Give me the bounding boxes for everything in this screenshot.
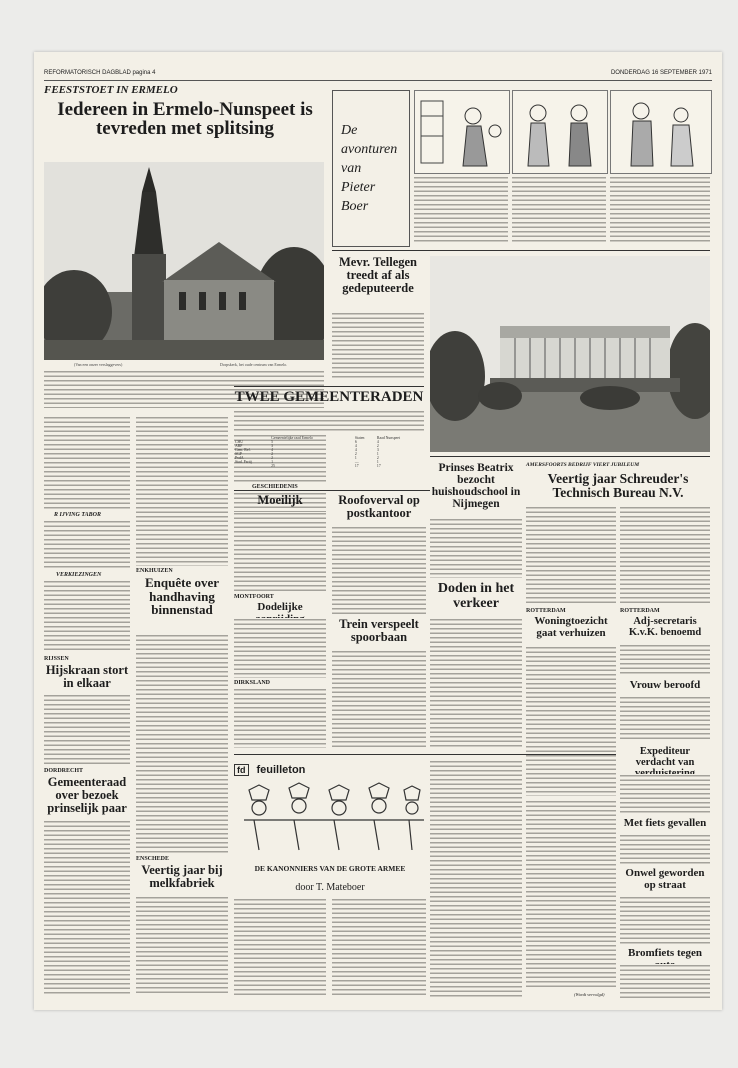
montfoort-dateline: MONTFOORT <box>234 594 274 600</box>
table-row: PvdA 2 1 2 <box>235 456 379 460</box>
expediteur-headline: Expediteur verdacht van <box>635 746 695 769</box>
table-row: Gem. Ref. 4 4 3 <box>235 448 379 452</box>
fiets-text <box>620 834 710 864</box>
kanonniers-illustration <box>234 780 426 880</box>
enschede-dateline: ENSCHEDE <box>136 856 170 862</box>
comic-title-line: Pieter <box>341 180 376 195</box>
main-headline: Iedereen in Ermelo-Nunspeet is tevreden met splitsing <box>57 99 313 140</box>
feuilleton-text-3 <box>430 760 522 998</box>
moeilijk-text <box>234 512 326 592</box>
newspaper-page <box>34 52 722 1010</box>
photo-caption-right: Dorpskerk, het oude centrum van Ermelo. <box>220 362 288 367</box>
table-row: SGP 2 2 1 <box>235 452 379 456</box>
comic-title-line: avonturen <box>341 142 398 157</box>
divider <box>234 490 430 491</box>
church-photo <box>44 162 324 360</box>
comic-panel-2 <box>512 90 608 174</box>
divider <box>234 754 616 755</box>
left-col-text-2 <box>44 520 130 570</box>
table-row: CHU 5 6 4 <box>235 440 379 444</box>
building-photo <box>430 256 710 452</box>
woning-text <box>526 646 616 796</box>
dordrecht-dateline: DORDRECHT <box>44 768 84 774</box>
amersfoort-text-2 <box>620 506 710 606</box>
sub-rijving-tabor: R IJVING TABOR <box>54 512 102 518</box>
bromfiets-text <box>620 964 710 998</box>
tellegen-headline: Mevr. Tellegen treedt af als gedeputeerde <box>338 255 417 296</box>
beatrix-text <box>430 518 522 578</box>
gemeenteraden-table <box>234 436 424 468</box>
enquete-headline: Enquête over handhaving binnenstad <box>144 575 220 618</box>
mid-col-text-1 <box>136 416 228 566</box>
sub-geschiedenis-left: ENKHUIZEN <box>136 568 173 574</box>
fiets-headline: Met fiets gevallen <box>623 817 707 829</box>
divider <box>234 386 424 387</box>
gemeenteraden-intro <box>234 410 424 432</box>
feuilleton-label: feuilleton <box>256 764 306 776</box>
masthead-right: DONDERDAG 16 SEPTEMBER 1971 <box>610 70 712 76</box>
comic-text-2 <box>512 176 606 242</box>
amersfoort-kicker: AMERSFOORTS BEDRIJF VIERT JUBILEUM <box>526 462 640 468</box>
beatrix-headline: Prinses Beatrix bezocht huishoudschool in Nijmegen <box>431 462 521 511</box>
enschede-text <box>136 896 228 996</box>
comic-panel-1 <box>414 90 510 174</box>
divider <box>332 250 710 251</box>
table-row: ARP 3 4 2 <box>235 444 379 448</box>
comic-title-line: De <box>341 123 358 138</box>
doden-headline: Doden in het verkeer <box>437 581 515 611</box>
feuilleton-banner: fd feuilleton <box>234 760 394 776</box>
main-kicker: FEESTSTOET IN ERMELO <box>44 84 178 96</box>
woning-headline: Woningtoezicht gaat verhuizen <box>534 615 608 639</box>
montfoort-text <box>234 618 326 678</box>
divider <box>430 456 710 457</box>
sub-verkiezingen: VERKIEZINGEN <box>56 572 102 578</box>
amersfoort-headline: Veertig jaar Schreuder's Technisch Bureau N.V. <box>547 471 689 501</box>
left-col-text-1 <box>44 416 130 511</box>
dordrecht-headline: Gemeenteraad over bezoek prinselijk paar <box>47 775 127 816</box>
vrouw-headline: Vrouw beroofd <box>629 679 701 691</box>
table-row: 25 17 17 <box>271 464 381 468</box>
feuilleton-text-1 <box>234 898 326 998</box>
comic-title-line: van <box>341 161 362 176</box>
feuilleton-text-4 <box>526 800 616 990</box>
kanonniers-title: DE KANONNIERS VAN DE GROTE ARMEE <box>254 864 406 873</box>
wordt-vervolgd: (Wordt vervolgd) <box>574 992 605 997</box>
montfoort-headline: Dodelijke <box>257 601 303 613</box>
comic-title-line: Boer <box>341 199 369 214</box>
dordrecht-text <box>44 820 130 996</box>
rijssen-text <box>44 694 130 766</box>
trein-headline: Trein verspeelt spoorbaan <box>339 617 419 645</box>
comic-panel-3 <box>610 90 712 174</box>
adj-text <box>620 644 710 676</box>
comic-text-1 <box>414 176 508 242</box>
adj-headline: Adj-secretaris K.v.K. benoemd <box>628 616 702 639</box>
roofoverval-text <box>332 526 426 616</box>
tellegen-text <box>332 312 424 380</box>
bromfiets-headline: Bromfiets tegen <box>627 947 703 959</box>
dirksland-text <box>234 688 326 748</box>
rijssen-dateline: RIJSSEN <box>44 656 69 662</box>
masthead <box>44 70 712 81</box>
masthead-left: REFORMATORISCH DAGBLAD pagina 4 <box>44 70 156 76</box>
rotterdam-dateline: ROTTERDAM <box>526 608 566 614</box>
left-col-text-3 <box>44 580 130 650</box>
enquete-text <box>136 634 228 854</box>
gemeenteraden-headline: TWEE GEMEENTERADEN <box>234 389 424 405</box>
comic-title-box <box>332 90 410 247</box>
moeilijk-headline: Moeilijk <box>257 493 303 507</box>
doden-text <box>430 618 522 748</box>
onwel-headline: Onwel geworden op straat <box>625 867 705 891</box>
comic-text-3 <box>610 176 710 242</box>
table-header: Staten <box>354 436 365 440</box>
enschede-headline: Veertig jaar bij melkfabriek <box>141 863 223 891</box>
rijssen-headline: Hijskraan stort in elkaar <box>45 663 129 691</box>
vrouw-text <box>620 696 710 742</box>
amersfoort-text-1 <box>526 506 616 606</box>
feuilleton-author: door T. Mateboer <box>295 882 365 893</box>
table-row: Stad. Partij 1 — 1 <box>235 460 379 464</box>
sub-geschiedenis: GESCHIEDENIS <box>252 484 298 490</box>
onwel-text <box>620 896 710 944</box>
trein-text <box>332 650 426 748</box>
expediteur-text <box>620 774 710 814</box>
rotterdam-dateline-2: ROTTERDAM <box>620 608 660 614</box>
table-header: Raad Nunspeet <box>376 436 401 440</box>
feuilleton-text-2 <box>332 898 426 998</box>
table-header: Gemeentelijke raad Ermelo <box>271 436 313 440</box>
photo-caption-left: (Van een onzer verslaggevers) <box>74 362 123 367</box>
roofoverval-headline: Roofoverval op postkantoor <box>338 493 420 521</box>
dirksland-dateline: DIRKSLAND <box>234 680 271 686</box>
